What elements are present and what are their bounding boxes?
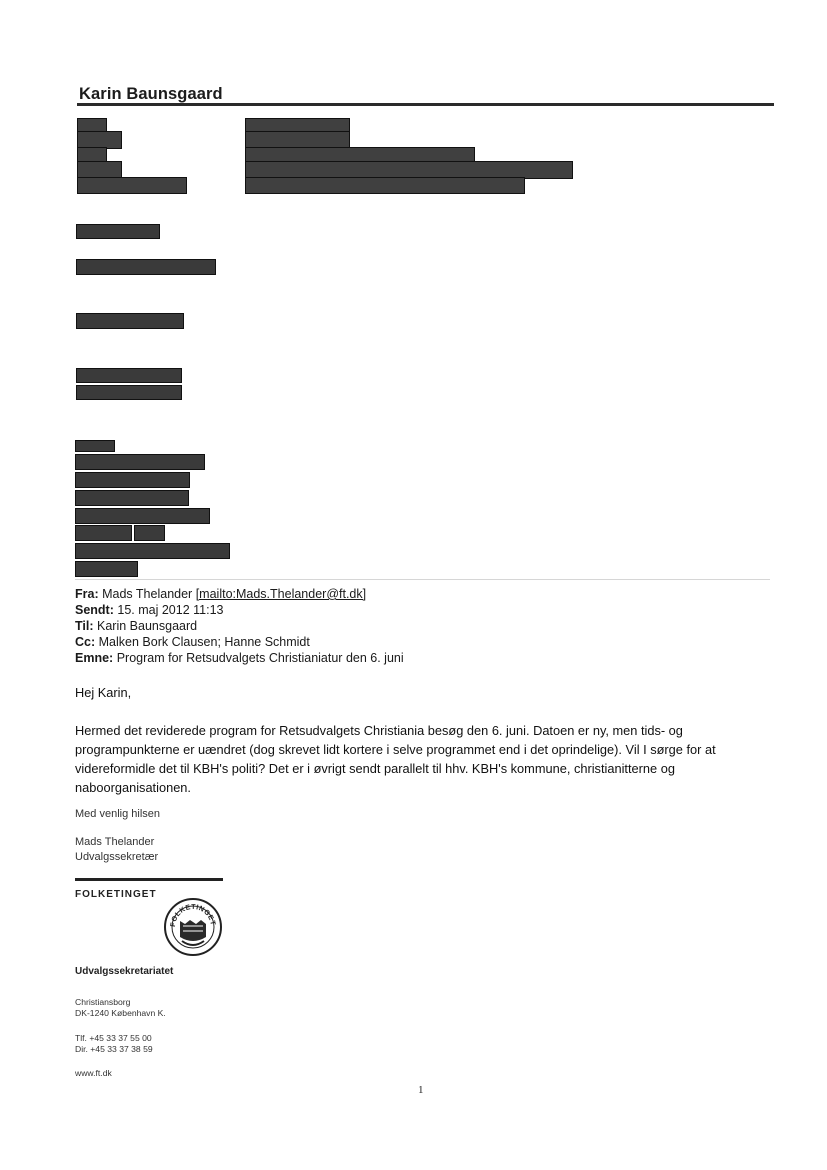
phone-line: Tlf. +45 33 37 55 00 [75,1033,152,1043]
from-label: Fra: [75,587,99,601]
signature-rule [75,878,223,881]
closing: Med venlig hilsen [75,808,160,820]
redaction-block [76,385,182,400]
redaction-block [75,440,115,452]
website-link[interactable]: www.ft.dk [75,1068,112,1078]
seal-text: FOLKETINGET [169,903,217,928]
org-name: FOLKETINGET [75,889,157,900]
redaction-block [75,543,230,559]
sent-value: 15. maj 2012 11:13 [117,603,224,617]
from-name: Mads Thelander [102,587,193,601]
email-body: Hermed det reviderede program for Retsudvalgets Christiania besøg den 6. juni. Datoen er ny, men tids- og programpunkterne er uændret (dog skrevet lidt kortere i selve programmet end i det oprindelige). Vil I sørge for at videreformidle det til KBH's politi? Det er i øvrigt sendt parallelt til hhv. KBH's kommune, christianitterne og naboorganisationen. [75,723,716,795]
signer-title: Udvalgssekretær [75,851,159,863]
from-email-link[interactable]: [mailto:Mads.Thelander@ft.dk] [195,587,367,601]
redaction-block [75,472,190,488]
header-separator [75,579,770,580]
redaction-block [76,259,216,275]
redaction-block [75,561,138,577]
signer-name: Mads Thelander [75,836,155,848]
redaction-block [134,525,165,541]
address-line-2: DK-1240 København K. [75,1008,166,1018]
redaction-block [76,313,184,329]
address-line-1: Christiansborg [75,997,131,1007]
cc-value: Malken Bork Clausen; Hanne Schmidt [98,635,310,649]
redaction-block [76,368,182,383]
header-rule [77,103,774,106]
direct-phone-line: Dir. +45 33 37 38 59 [75,1044,153,1054]
from-line [75,586,366,602]
sent-line [75,602,223,618]
folketinget-seal-icon [163,897,223,957]
department-name: Udvalgssekretariatet [75,966,174,977]
to-line [75,618,197,634]
subject-line [75,650,404,666]
subject-value: Program for Retsudvalgets Christianiatur den 6. juni [116,651,404,665]
page-number: 1 [418,1084,424,1096]
to-value: Karin Baunsgaard [97,619,198,633]
redaction-block [77,177,187,194]
redaction-block [76,224,160,239]
sent-label: Sendt: [75,603,114,617]
to-label: Til: [75,619,94,633]
redaction-block [75,525,132,541]
cc-line [75,634,310,650]
greeting: Hej Karin, [75,685,132,700]
redaction-block [75,490,189,506]
redaction-block [75,454,205,470]
recipient-name: Karin Baunsgaard [79,85,223,103]
subject-label: Emne: [75,651,114,665]
cc-label: Cc: [75,635,96,649]
redaction-block [75,508,210,524]
redaction-block [245,177,525,194]
